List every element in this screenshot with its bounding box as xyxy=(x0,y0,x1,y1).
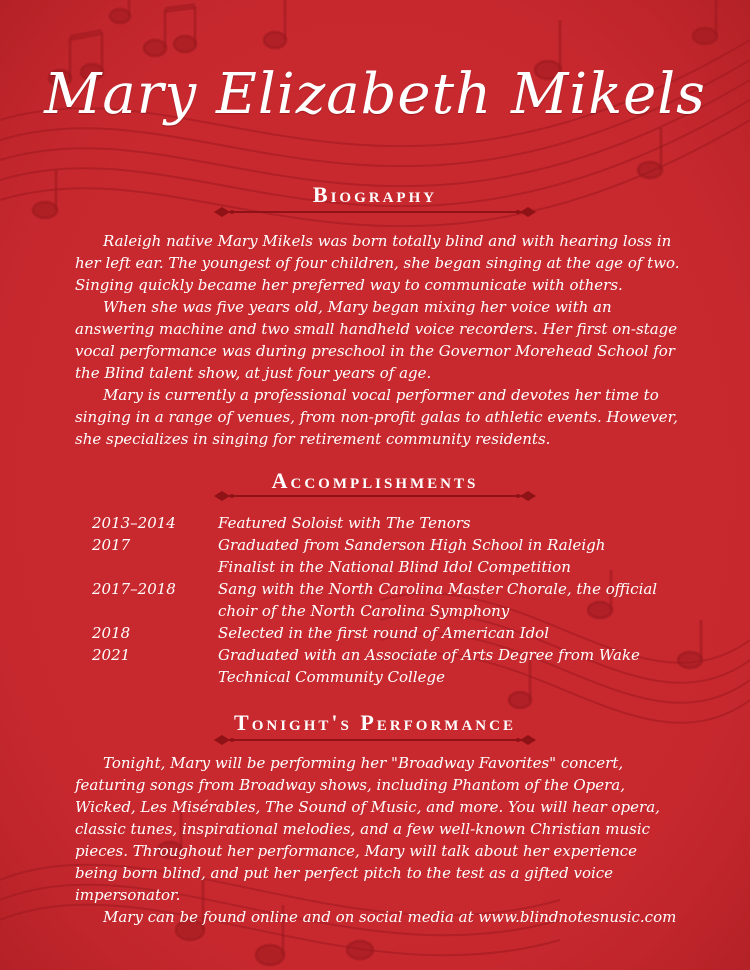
ornament-divider-icon xyxy=(214,734,536,746)
performer-name-title: Mary Elizabeth Mikels xyxy=(44,62,706,127)
accomplishment-year: 2018 xyxy=(92,624,131,642)
biography-paragraph: When she was five years old, Mary began mixing her voice with an answering machine and two small handheld voice recorders. Her first on-stage vocal performance was during preschool in the Governor Morehead School for the Blind talent show, at just four years of age. xyxy=(75,298,678,382)
accomplishment-year: 2021 xyxy=(92,646,131,664)
accomplishment-row xyxy=(92,512,682,534)
performance-text xyxy=(75,752,680,928)
accomplishment-year: 2013–2014 xyxy=(92,514,176,532)
accomplishment-row xyxy=(92,556,682,578)
accomplishment-text: Featured Soloist with The Tenors xyxy=(218,514,471,532)
accomplishment-year: 2017–2018 xyxy=(92,580,176,598)
accomplishment-year: 2017 xyxy=(92,536,131,554)
biography-paragraph: Mary is currently a professional vocal performer and devotes her time to singing in a range of venues, from non-profit galas to athletic events. However, she specializes in singing for retirement community residents. xyxy=(75,386,678,448)
ornament-divider-icon xyxy=(214,490,536,502)
performance-website-paragraph: Mary can be found online and on social media at www.blindnotesnusic.com xyxy=(103,908,677,926)
accomplishments-heading: Accomplishments xyxy=(271,468,479,493)
accomplishment-row xyxy=(92,644,682,688)
accomplishment-text: Graduated from Sanderson High School in Raleigh xyxy=(218,536,606,554)
accomplishments-list xyxy=(92,512,682,688)
performance-paragraph: Tonight, Mary will be performing her "Broadway Favorites" concert, featuring songs from Broadway shows, including Phantom of the Opera, Wicked, Les Misérables, The Sound of Music, and more. You will hear opera, classic tunes, inspirational melodies, and a few well-known Christian music pieces. Throughout her performance, Mary will talk about her experience being born blind, and put her perfect pitch to the test as a gifted voice impersonator. xyxy=(75,754,660,904)
accomplishment-row xyxy=(92,534,682,556)
accomplishment-text: Finalist in the National Blind Idol Competition xyxy=(218,558,571,576)
accomplishment-year xyxy=(92,556,218,578)
biography-heading: Biography xyxy=(312,182,438,207)
accomplishment-text: Sang with the North Carolina Master Chorale, the official choir of the North Carolina Symphony xyxy=(218,580,658,620)
performance-heading: Tonight's Performance xyxy=(234,710,516,735)
accomplishment-text: Selected in the first round of American Idol xyxy=(218,624,550,642)
accomplishment-row xyxy=(92,622,682,644)
accomplishment-row xyxy=(92,578,682,622)
biography-text xyxy=(75,230,680,450)
accomplishment-text: Graduated with an Associate of Arts Degree from Wake Technical Community College xyxy=(218,646,640,686)
biography-paragraph: Raleigh native Mary Mikels was born totally blind and with hearing loss in her left ear. The youngest of four children, she began singing at the age of two. Singing quickly became her preferred way to communicate with others. xyxy=(75,232,680,294)
ornament-divider-icon xyxy=(214,206,536,218)
